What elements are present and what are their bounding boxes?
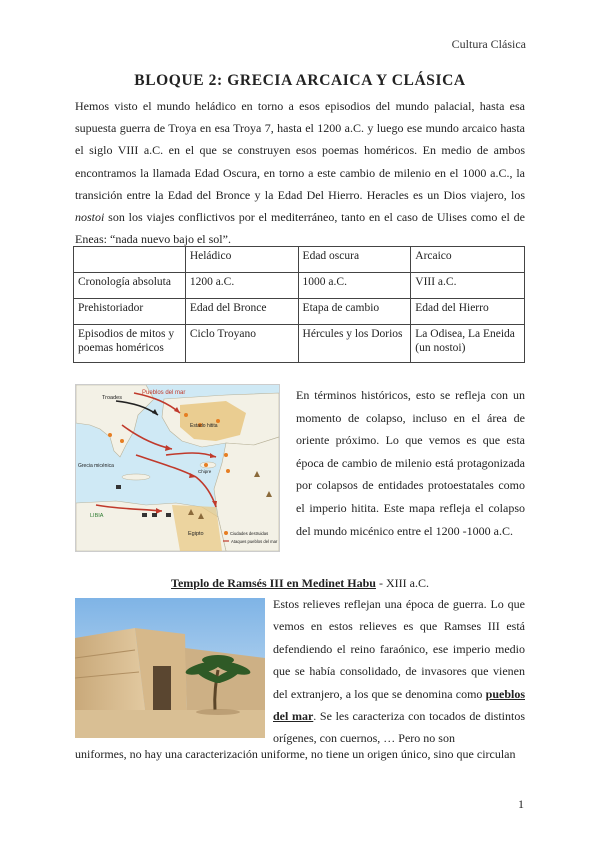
continuation-line: uniformes, no hay una caracterización uniforme, no tiene un origen único, sino que circulan [75, 747, 516, 761]
map-label-sea-peoples: Pueblos del mar [142, 390, 186, 396]
intro-text-2: son los viajes conflictivos por el mediterráneo, tanto en el caso de Ulises como el de Eneas: “nada nuevo bajo el sol”. [75, 210, 525, 247]
table-cell: Edad del Hierro [411, 299, 525, 325]
table-cell: VIII a.C. [411, 273, 525, 299]
medinet-habu-photo [75, 598, 265, 738]
intro-paragraph [75, 95, 525, 250]
table-cell: 1200 a.C. [185, 273, 298, 299]
table-cell: La Odisea, La Eneida (un nostoi) [411, 325, 525, 363]
map-svg [76, 385, 279, 551]
table-header-row [74, 247, 525, 273]
page-title: BLOQUE 2: GRECIA ARCAICA Y CLÁSICA [134, 72, 466, 89]
table-cell: Etapa de cambio [298, 299, 411, 325]
intro-italic-term: nostoi [75, 210, 105, 225]
table-header-cell [74, 247, 186, 273]
map-label-egypt: Egipto [188, 531, 204, 537]
page-header: Cultura Clásica [451, 37, 526, 51]
photo-gate [153, 666, 171, 710]
table-cell: Cronología absoluta [74, 273, 186, 299]
photo-shadow [196, 709, 240, 715]
table-cell: Edad del Bronce [185, 299, 298, 325]
table-cell: Hércules y los Dorios [298, 325, 411, 363]
table-row [74, 299, 525, 325]
temple-heading [0, 576, 600, 591]
table-cell: Prehistoriador [74, 299, 186, 325]
map-egypt-area [172, 505, 222, 551]
periods-table [73, 246, 525, 363]
map-legend-cities: Ciudades destruidas [230, 531, 269, 536]
table-cell: Ciclo Troyano [185, 325, 298, 363]
map-label-troy: Troades [102, 395, 122, 401]
table-header-cell: Edad oscura [298, 247, 411, 273]
photo-svg [75, 598, 265, 738]
map-crete [122, 474, 150, 480]
collapse-map-image [75, 384, 280, 552]
map-label-greece: Grecia micénica [78, 463, 114, 469]
map-legend-attacks: Ataques pueblos del mar [231, 539, 278, 544]
photo-ground [75, 710, 265, 738]
relief-text-2: . Se les caracteriza con tocados de distintos orígenes, con cuernos, … Pero no son [273, 709, 525, 746]
table-row [74, 273, 525, 299]
map-legend-dot-cities [224, 531, 228, 535]
table-cell: 1000 a.C. [298, 273, 411, 299]
temple-title: Templo de Ramsés III en Medinet Habu [171, 576, 376, 590]
table-row [74, 325, 525, 363]
map-description: En términos históricos, esto se refleja con un momento de colapso, incluso en el área de oriente próximo. Lo que vemos es que esta época de cambio de milenio está protagonizada por colapsos de entidades protoestatales como el imperio hitita. Este mapa refleja el colapso del mundo micénico entre el 1200 -1000 a.C. [296, 388, 525, 538]
map-label-libya: LIBIA [90, 513, 104, 519]
table-cell: Episodios de mitos y poemas homéricos [74, 325, 186, 363]
photo-pylon-left [75, 628, 145, 710]
relief-text-1: Estos relieves reflejan una época de guerra. Lo que vemos en estos relieves es que Ramses III está defendiendo el reino faraónico, ese imperio medio que se había consolidado, de invasores que vienen del extranjero, a los que se denomina como [273, 597, 525, 701]
map-label-hittite: Estado hitita [190, 423, 218, 429]
relief-highlight: pueblos del mar [273, 686, 525, 724]
relief-description [273, 593, 525, 750]
page-number: 1 [518, 797, 524, 811]
table-header-cell: Arcaico [411, 247, 525, 273]
table-header-cell: Heládico [185, 247, 298, 273]
intro-text-1: Hemos visto el mundo heládico en torno a esos episodios del mundo palacial, hasta esa supuesta guerra de Troya en esa Troya 7, hasta el 1200 a.C. y luego ese mundo arcaico hasta el siglo VIII a.C. en el que se construyen esos poemas homéricos. En medio de ambos encontramos la llamada Edad Oscura, en torno a este cambio de milenio en el 1000 a.C., la transición entre la Edad del Bronce y la Edad Del Hierro. Heracles es un Dios viajero, los [75, 99, 525, 202]
map-label-cyprus: Chipre [198, 469, 212, 474]
temple-date: - XIII a.C. [375, 576, 429, 590]
